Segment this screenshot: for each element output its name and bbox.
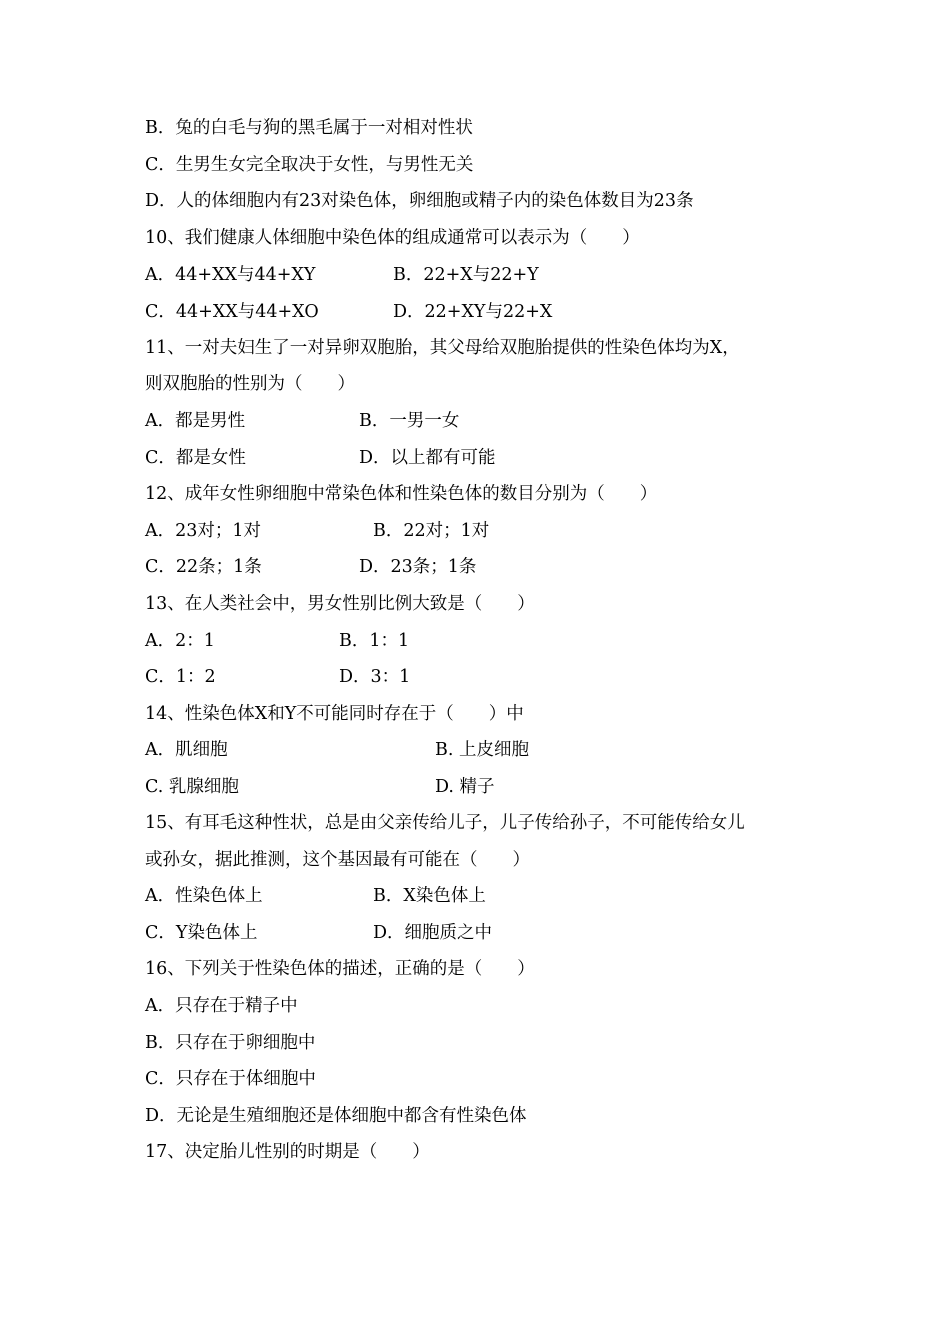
q11-option-b: B．一男一女 (359, 411, 460, 431)
q14-option-d: D. 精子 (435, 777, 495, 797)
q11-option-d: D．以上都有可能 (359, 448, 496, 468)
q10-option-b: B．22+X与22+Y (393, 265, 539, 285)
q17-stem: 17、决定胎儿性别的时期是（ ） (145, 1142, 430, 1162)
q12-option-c: C．22条；1条 (145, 557, 262, 577)
q12-option-d: D．23条；1条 (359, 557, 477, 577)
q10-option-d: D．22+XY与22+X (393, 302, 553, 322)
q9-option-c: C．生男生女完全取决于女性，与男性无关 (145, 155, 474, 175)
q12-option-b: B．22对；1对 (373, 521, 490, 541)
q15-option-d: D．细胞质之中 (373, 923, 493, 943)
q14-stem: 14、性染色体X和Y不可能同时存在于（ ）中 (145, 704, 524, 724)
q14-option-a: A．肌细胞 (145, 740, 228, 760)
q16-option-b: B．只存在于卵细胞中 (145, 1033, 316, 1053)
q13-option-b: B．1：1 (339, 631, 410, 651)
q11-stem-line1: 11、一对夫妇生了一对异卵双胞胎，其父母给双胞胎提供的性染色体均为X， (145, 338, 740, 358)
q15-option-c: C．Y染色体上 (145, 923, 258, 943)
q13-option-d: D．3：1 (339, 667, 411, 687)
q11-option-a: A．都是男性 (145, 411, 246, 431)
q16-stem: 16、下列关于性染色体的描述，正确的是（ ） (145, 959, 535, 979)
q14-option-b: B. 上皮细胞 (435, 740, 529, 760)
q14-option-c: C. 乳腺细胞 (145, 777, 239, 797)
q10-option-c: C．44+XX与44+XO (145, 302, 319, 322)
q13-option-c: C．1：2 (145, 667, 216, 687)
q10-stem: 10、我们健康人体细胞中染色体的组成通常可以表示为（ ） (145, 228, 640, 248)
q15-stem-line1: 15、有耳毛这种性状，总是由父亲传给儿子，儿子传给孙子，不可能传给女儿 (145, 813, 745, 833)
q15-stem-line2: 或孙女，据此推测，这个基因最有可能在（ ） (145, 850, 530, 870)
q9-option-b: B．兔的白毛与狗的黑毛属于一对相对性状 (145, 118, 473, 138)
q12-stem: 12、成年女性卵细胞中常染色体和性染色体的数目分别为（ ） (145, 484, 658, 504)
q16-option-c: C．只存在于体细胞中 (145, 1069, 316, 1089)
q13-stem: 13、在人类社会中，男女性别比例大致是（ ） (145, 594, 535, 614)
q15-option-b: B．X染色体上 (373, 886, 486, 906)
q11-stem-line2: 则双胞胎的性别为（ ） (145, 374, 355, 394)
q12-option-a: A．23对；1对 (145, 521, 262, 541)
q16-option-d: D．无论是生殖细胞还是体细胞中都含有性染色体 (145, 1106, 527, 1126)
q9-option-d: D．人的体细胞内有23对染色体，卵细胞或精子内的染色体数目为23条 (145, 191, 694, 211)
q11-option-c: C．都是女性 (145, 448, 246, 468)
q15-option-a: A．性染色体上 (145, 886, 263, 906)
q13-option-a: A．2：1 (145, 631, 215, 651)
q10-option-a: A．44+XX与44+XY (145, 265, 316, 285)
q16-option-a: A．只存在于精子中 (145, 996, 298, 1016)
